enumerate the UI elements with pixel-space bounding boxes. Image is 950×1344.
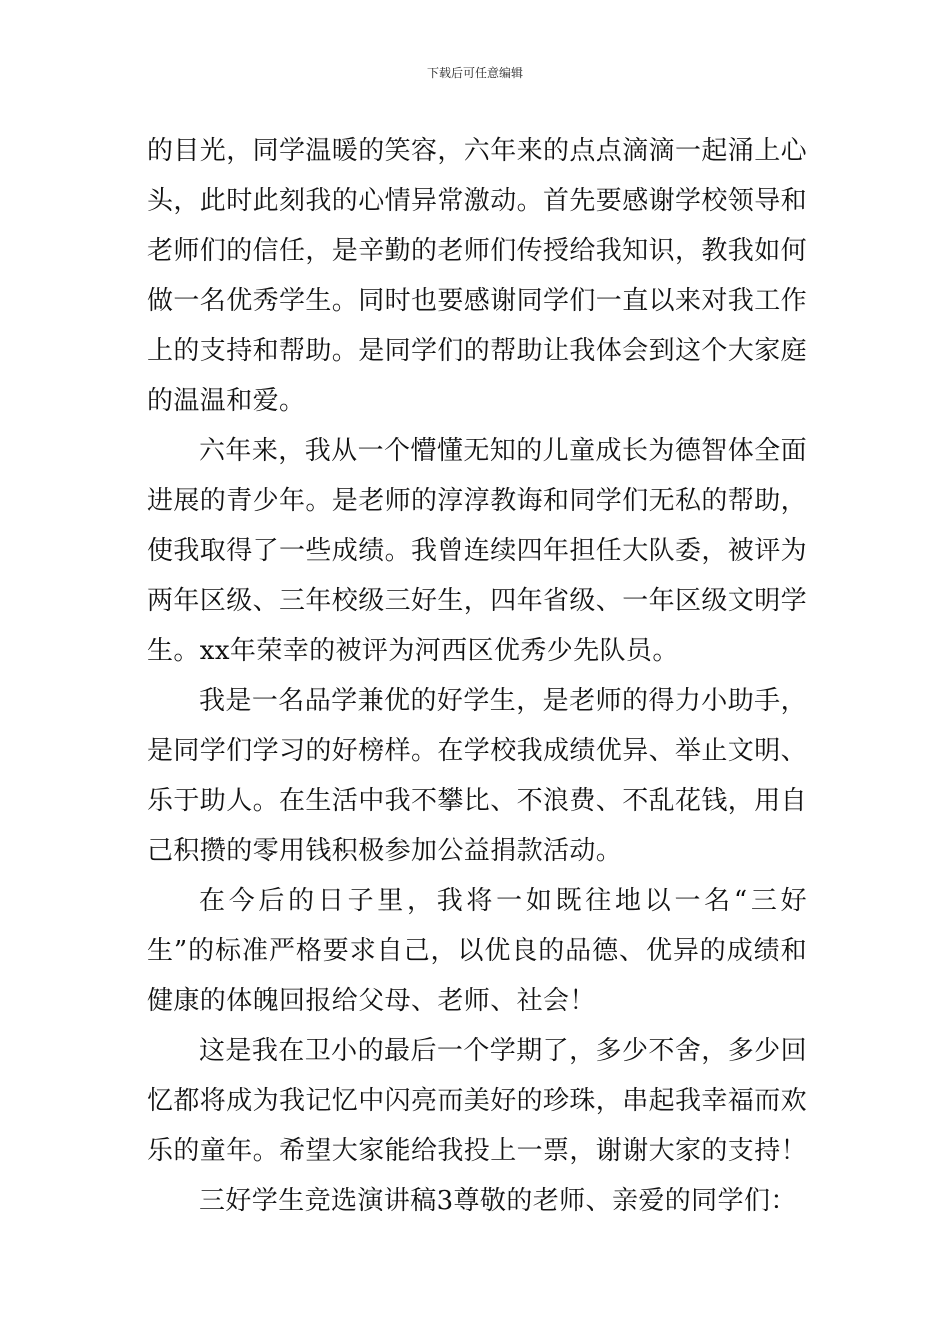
document-body [147, 126, 807, 1226]
paragraph: 在今后的日子里，我将一如既往地以一名“三好生”的标准严格要求自己，以优良的品德、优异的成绩和健康的体魄回报给父母、老师、社会！ [147, 886, 807, 1016]
paragraph: 的目光，同学温暖的笑容，六年来的点点滴滴一起涌上心头，此时此刻我的心情异常激动。首先要感谢学校领导和老师们的信任，是辛勤的老师们传授给我知识，教我如何做一名优秀学生。同时也要感谢同学们一直以来对我工作上的支持和帮助。是同学们的帮助让我体会到这个大家庭的温温和爱。 [147, 136, 808, 416]
paragraph: 我是一名品学兼优的好学生，是老师的得力小助手，是同学们学习的好榜样。在学校我成绩优异、举止文明、乐于助人。在生活中我不攀比、不浪费、不乱花钱，用自己积攒的零用钱积极参加公益捐款活动。 [147, 686, 808, 866]
paragraph: 这是我在卫小的最后一个学期了，多少不舍，多少回忆都将成为我记忆中闪亮而美好的珍珠，串起我幸福而欢乐的童年。希望大家能给我投上一票，谢谢大家的支持！ [147, 1036, 808, 1166]
paragraph: 三好学生竞选演讲稿3尊敬的老师、亲爱的同学们： [199, 1186, 797, 1216]
page-header-note: 下载后可任意编辑 [426, 66, 523, 80]
paragraph: 六年来，我从一个懵懂无知的儿童成长为德智体全面进展的青少年。是老师的淳淳教诲和同学们无私的帮助，使我取得了一些成绩。我曾连续四年担任大队委，被评为两年区级、三年校级三好生，四年省级、一年区级文明学生。xx年荣幸的被评为河西区优秀少先队员。 [147, 436, 808, 666]
